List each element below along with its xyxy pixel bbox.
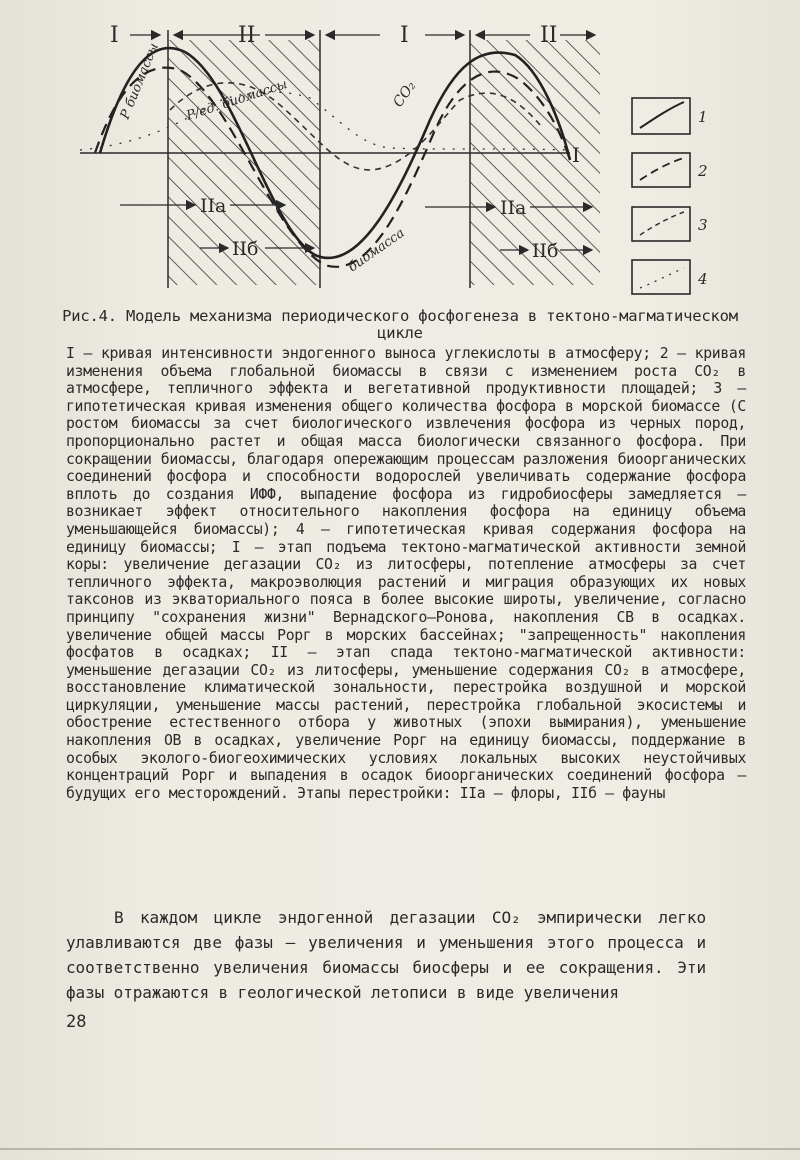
body-paragraph: В каждом цикле эндогенной дегазации CO₂ эмпирически легко улавливаются две фазы – увеличения и уменьшения этого процесса и соответственно увеличения биомассы биосферы и ее сокращения. Эти фазы отражаются в геологической летописи в виде увеличения bbox=[66, 908, 706, 1002]
legend-box-4 bbox=[632, 260, 690, 294]
curve-label-co2: CO₂ bbox=[390, 78, 420, 111]
sub-phase-flora-left: IIa bbox=[200, 195, 227, 217]
phase-label-2: II bbox=[238, 23, 256, 48]
phosphogenesis-model-figure bbox=[60, 10, 740, 310]
body-text bbox=[66, 905, 706, 1005]
figure-legend-text: I – кривая интенсивности эндогенного выноса углекислоты в атмосферу; 2 – кривая изменения объема глобальной биомассы в связи с изменением роста CO₂ в атмосфере, тепличного эффекта и вегетативной продуктивности площадей; 3 – гипотетическая кривая изменения общего количества фосфора в морской биомассе (С ростом биомассы за счет биологического извлечения фосфора из черных пород, пропорционально растет и общая масса биологически связанного фосфора. При сокращении биомассы, благодаря опережающим процессам разложения биоорганических соединений фосфора и способности водорослей увеличивать содержание фосфора вплоть до создания ИФФ, выпадение фосфора из гидробиосферы замедляется – возникает эффект относительного накопления фосфора на единицу объема уменьшающейся биомассы); 4 – гипотетическая кривая содержания фосфора на единицу биомассы; I – этап подъема тектоно-магматической активности земной коры: увеличение дегазации CO₂ из литосферы, потепление атмосферы за счет тепличного эффекта, макроэволюция растений и миграция образующих их новых таксонов из экваториального пояса в более высокие широты, увеличение, согласно принципу "сохранения жизни" Вернадского–Ронова, накопления СВ в осадках. увеличение общей массы Pорг в морских бассейнах; "запрещенность" накопления фосфатов в осадках; II – этап спада тектоно-магматической активности: уменьшение дегазации CO₂ из литосферы, уменьшение содержания CO₂ в атмосфере, восстановление климатической зональности, перестройка воздушной и морской циркуляции, уменьшение массы растений, перестройка глобальной экосистемы и обострение естественного отбора у животных (эпохи вымирания), уменьшение накопления ОВ в осадках, увеличение Pорг на единицу биомассы, поддержание в особых эколого-биогеохимических условиях локальных высоких неустойчивых концентраций Pорг и выпадения в осадок биоорганических соединений фосфора – будущих его месторождений. Этапы перестройки: IIa – флоры, IIб – фауны bbox=[66, 345, 746, 802]
phase-label-4: II bbox=[540, 23, 558, 48]
sub-phase-fauna-left: IIб bbox=[232, 238, 259, 260]
legend-number-1: 1 bbox=[698, 108, 708, 126]
sub-phase-flora-right: IIa bbox=[500, 197, 527, 219]
sub-phase-fauna-right: IIб bbox=[532, 240, 559, 262]
legend-number-2: 2 bbox=[698, 162, 708, 180]
axis-label: I bbox=[572, 143, 580, 167]
phase-label-3: I bbox=[400, 23, 409, 48]
legend bbox=[632, 98, 708, 294]
curve-label-p-per-unit: P/ед. биомассы bbox=[184, 77, 290, 124]
legend-number-3: 3 bbox=[698, 216, 708, 234]
phase-label-1: I bbox=[110, 23, 119, 48]
curve-label-p-biomass: P биомассы bbox=[117, 41, 162, 122]
figure-caption: Рис.4. Модель механизма периодического фосфогенеза в тектоно-магматическом цикле bbox=[62, 307, 738, 342]
page-edge bbox=[0, 1148, 800, 1150]
page-number: 28 bbox=[66, 1012, 87, 1032]
legend-number-4: 4 bbox=[698, 270, 708, 288]
curve-label-biomass: биомасса bbox=[345, 225, 408, 276]
legend-box-3 bbox=[632, 207, 690, 241]
